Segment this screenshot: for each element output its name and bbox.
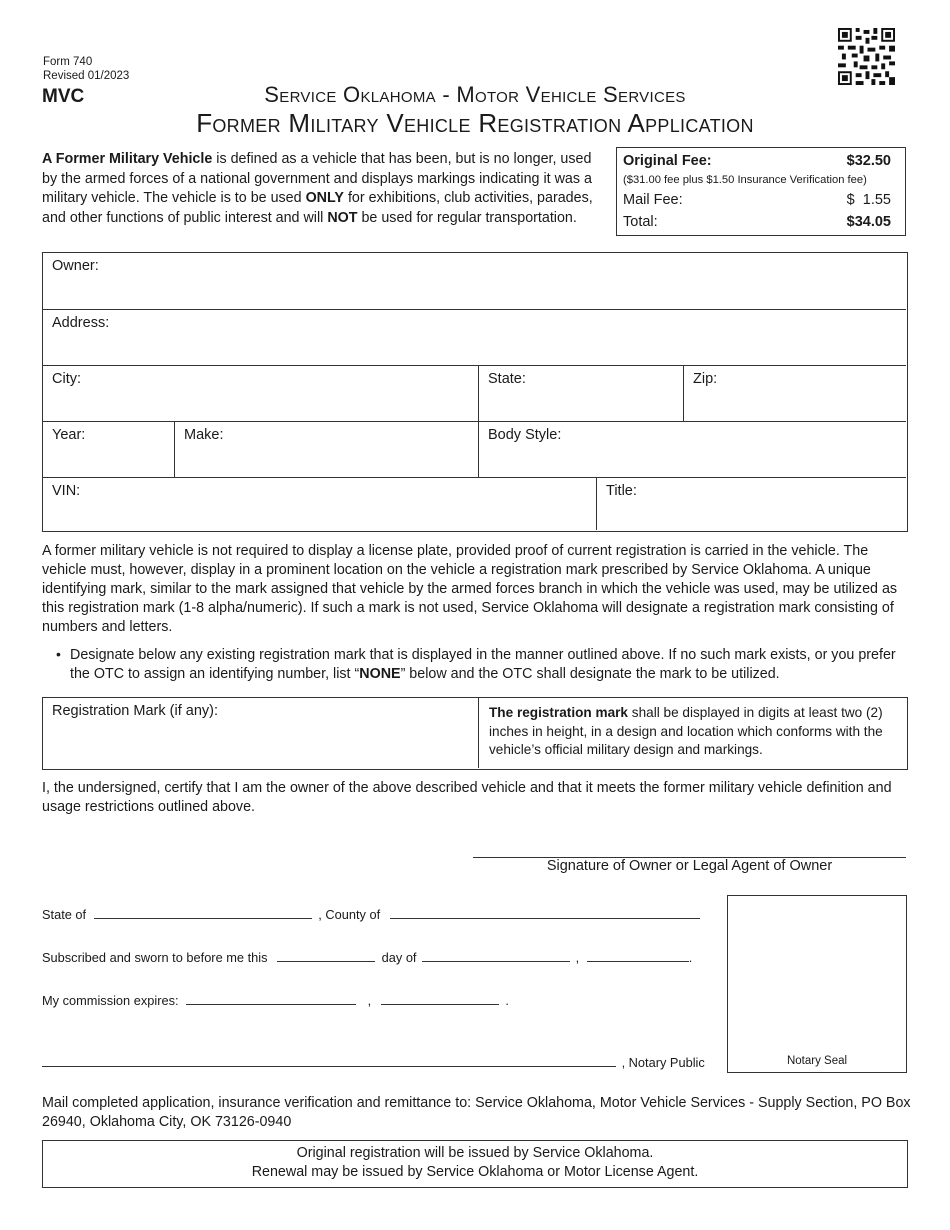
registration-note-text: shall be displayed in digits at least two (2) inches in height, in a design and location which conforms with the vehicle’s official military design and markings. <box>489 705 883 757</box>
address-field[interactable] <box>43 309 906 365</box>
mail-fee-amount: $ 1.55 <box>846 192 891 208</box>
intro-text: be used for regular transportation. <box>357 209 577 226</box>
body-style-label: Body Style: <box>488 427 562 443</box>
total-label: Total: <box>623 214 658 230</box>
zip-label: Zip: <box>693 371 718 387</box>
year-label: Year: <box>52 427 86 443</box>
sworn-day-input[interactable] <box>277 948 375 962</box>
state-of-input[interactable] <box>94 905 312 919</box>
year-field[interactable] <box>43 421 174 477</box>
title-label: Title: <box>606 483 637 499</box>
bullet-dot: • <box>56 646 61 662</box>
zip-field[interactable] <box>683 365 906 421</box>
title-field[interactable] <box>596 477 906 530</box>
notary-seal-label: Notary Seal <box>786 1055 848 1067</box>
body-style-field[interactable] <box>478 421 906 477</box>
sworn-month-input[interactable] <box>422 948 570 962</box>
state-label: State: <box>488 371 526 387</box>
original-fee-amount: $32.50 <box>846 153 891 169</box>
intro-term: A Former Military Vehicle <box>42 151 213 167</box>
make-label: Make: <box>184 427 224 443</box>
certification-statement: I, the undersigned, certify that I am the owner of the above described vehicle and that it meets the former military vehicle definition and usage restrictions outlined above. <box>42 780 892 815</box>
subscribed-label: Subscribed and sworn to before me this <box>42 950 268 965</box>
notary-seal-box <box>727 895 907 1073</box>
intro-text: for exhibitions, club activities, parades, and other functions of public interest and will <box>42 190 593 226</box>
day-of-label: day of <box>381 950 417 965</box>
city-field[interactable] <box>43 365 478 421</box>
notary-public-label: , Notary Public <box>621 1055 705 1070</box>
registration-mark-label: Registration Mark (if any): <box>52 703 218 719</box>
registration-note-bold: The registration mark <box>489 705 628 720</box>
make-field[interactable] <box>174 421 478 477</box>
form-number: Form 740 <box>43 56 93 68</box>
mail-fee-label: Mail Fee: <box>623 192 683 208</box>
signature-label: Signature of Owner or Legal Agent of Owner <box>546 858 833 874</box>
comma-label: , <box>575 950 580 965</box>
intro-emphasis-only: ONLY <box>305 190 344 206</box>
page-title: Former Military Vehicle Registration Application <box>196 108 754 138</box>
period-label: . <box>688 950 693 965</box>
vin-label: VIN: <box>52 483 81 499</box>
notary-commission-row <box>42 991 509 1008</box>
notary-sworn-row <box>42 948 692 965</box>
bullet-emphasis-none: NONE <box>359 666 401 682</box>
period-label: . <box>505 993 509 1008</box>
registration-mark-note <box>478 698 906 768</box>
registration-mark-field[interactable] <box>43 698 478 768</box>
comma-label: , <box>367 993 372 1008</box>
owner-field[interactable] <box>43 253 906 309</box>
total-amount: $34.05 <box>846 214 891 230</box>
issuance-box <box>42 1140 908 1188</box>
commission-label: My commission expires: <box>42 993 179 1008</box>
intro-paragraph <box>42 150 608 228</box>
city-label: City: <box>52 371 81 387</box>
county-of-label: , County of <box>318 907 381 922</box>
state-field[interactable] <box>478 365 683 421</box>
qr-code-icon <box>838 28 895 85</box>
commission-date-input[interactable] <box>186 991 356 1005</box>
owner-label: Owner: <box>52 258 99 274</box>
agency-name: Service Oklahoma - Motor Vehicle Services <box>264 82 686 107</box>
county-of-input[interactable] <box>390 905 700 919</box>
division-code: MVC <box>42 86 85 107</box>
revised-date: Revised 01/2023 <box>43 70 130 82</box>
notary-public-signature-input[interactable] <box>42 1053 616 1067</box>
original-fee-label: Original Fee: <box>623 153 712 169</box>
state-of-label: State of <box>42 907 87 922</box>
intro-text: is defined as a vehicle that has been, but is no longer, used by the armed forces of a national government and displays markings indicating it was a military vehicle. The vehicle is to be used <box>42 151 592 206</box>
bullet-text: Designate below any existing registration mark that is displayed in the manner outlined above. If no such mark exists, or you prefer the OTC to assign an identifying number, list “ <box>70 647 896 682</box>
fee-box <box>616 147 906 236</box>
notary-state-county-row <box>42 905 700 922</box>
mail-instructions: Mail completed application, insurance verification and remittance to: Service Oklahoma, Motor Vehicle Services - Supply Section, PO Box 26940, Oklahoma City, OK 73126-0940 <box>42 1095 911 1130</box>
issuance-line-1: Original registration will be issued by Service Oklahoma. <box>296 1145 654 1161</box>
sworn-year-input[interactable] <box>587 948 689 962</box>
commission-year-input[interactable] <box>381 991 499 1005</box>
notary-public-row <box>42 1053 705 1070</box>
registration-paragraph: A former military vehicle is not required to display a license plate, provided proof of current registration is carried in the vehicle. The vehicle must, however, display in a prominent location on the vehicle a registration mark prescribed by Service Oklahoma. A unique identifying mark, similar to the mark assigned that vehicle by the armed forces branch in which the vehicle was used, may be utilized as this registration mark (1-8 alpha/numeric). If such a mark is not used, Service Oklahoma will designate a registration mark consisting of numbers and letters. <box>42 543 898 635</box>
intro-emphasis-not: NOT <box>327 209 358 226</box>
owner-vehicle-table <box>42 252 908 532</box>
bullet-text: ” below and the OTC shall designate the mark to be utilized. <box>400 666 780 682</box>
vin-field[interactable] <box>43 477 596 530</box>
fee-note: ($31.00 fee plus $1.50 Insurance Verification fee) <box>623 174 867 186</box>
registration-mark-table <box>42 697 908 770</box>
address-label: Address: <box>52 315 110 331</box>
designate-instruction <box>70 646 915 684</box>
issuance-line-2: Renewal may be issued by Service Oklahoma or Motor License Agent. <box>251 1164 699 1180</box>
